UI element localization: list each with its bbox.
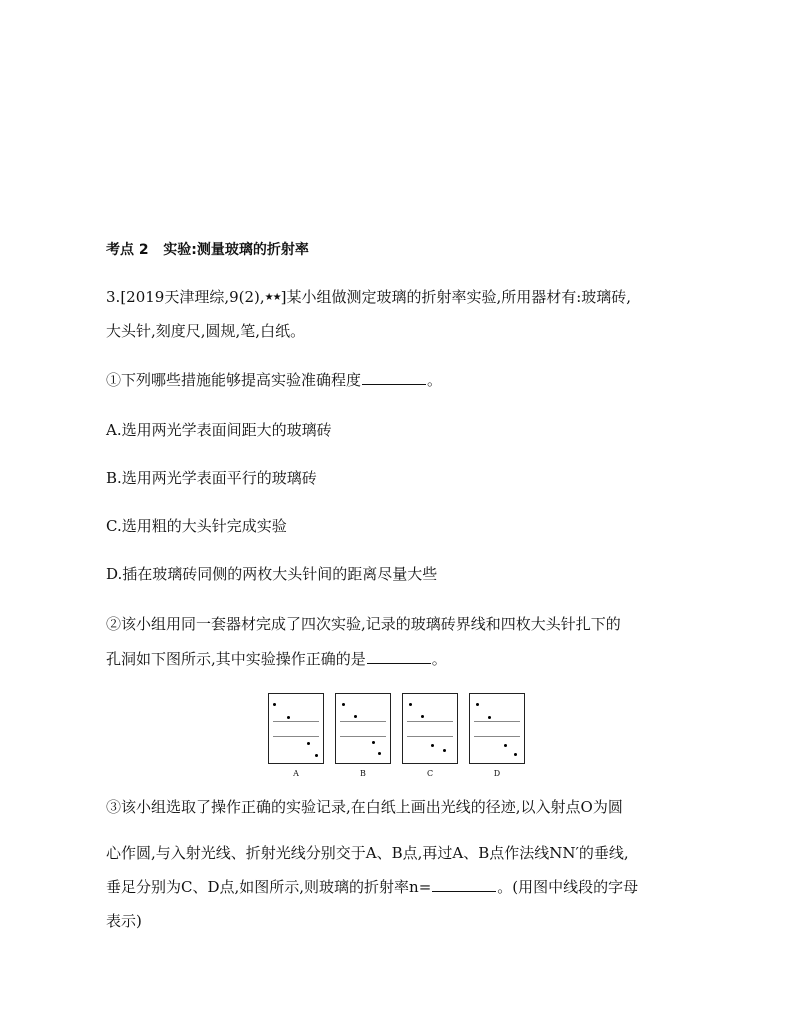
boundary-line: [474, 721, 520, 722]
pin-hole: [443, 749, 446, 752]
pin-hole: [488, 716, 491, 719]
part3-line4: 表示): [106, 912, 142, 930]
boundary-line: [407, 721, 453, 722]
option-d: D.插在玻璃砖同侧的两枚大头针间的距离尽量大些: [106, 565, 438, 583]
option-c: C.选用粗的大头针完成实验: [106, 517, 287, 535]
pin-hole: [287, 716, 290, 719]
figure-label-a: A: [293, 769, 299, 778]
figure-panel-a: [268, 693, 324, 764]
question-intro-line1: 3.[2019天津理综,9(2),★★]某小组做测定玻璃的折射率实验,所用器材有:玻璃砖,: [106, 288, 632, 306]
figure-label-c: C: [426, 769, 434, 778]
part2-line1: ②该小组用同一套器材完成了四次实验,记录的玻璃砖界线和四枚大头针扎下的: [106, 615, 621, 633]
option-a: A.选用两光学表面间距大的玻璃砖: [106, 421, 332, 439]
experiment-figure: [266, 693, 530, 783]
question-intro-line2: 大头针,刻度尺,圆规,笔,白纸。: [106, 322, 306, 340]
boundary-line: [474, 736, 520, 737]
pin-hole: [431, 744, 434, 747]
figure-panel-d: [469, 693, 525, 764]
pin-hole: [307, 742, 310, 745]
pin-hole: [273, 703, 276, 706]
pin-hole: [354, 715, 357, 718]
question-intro-text: 某小组做测定玻璃的折射率实验,所用器材有:玻璃砖,: [286, 288, 632, 306]
pin-hole: [342, 703, 345, 706]
figure-panel-b: [335, 693, 391, 764]
boundary-line: [340, 736, 386, 737]
answer-blank-3[interactable]: [432, 877, 496, 892]
section-number: 考点 2: [106, 242, 149, 258]
pin-hole: [378, 752, 381, 755]
boundary-line: [273, 721, 319, 722]
difficulty-stars-icon: ★★: [264, 292, 281, 303]
boundary-line: [273, 736, 319, 737]
boundary-line: [340, 721, 386, 722]
part3-line3: 垂足分别为C、D点,如图所示,则玻璃的折射率n= 。(用图中线段的字母: [106, 878, 639, 896]
section-title: 实验:测量玻璃的折射率: [163, 242, 309, 258]
part1-prompt: ①下列哪些措施能够提高实验准确程度 。: [106, 371, 443, 389]
pin-hole: [504, 744, 507, 747]
figure-label-b: B: [360, 769, 366, 778]
pin-hole: [514, 753, 517, 756]
pin-hole: [421, 715, 424, 718]
question-source: [2019天津理综,9(2),: [120, 288, 265, 306]
figure-label-d: D: [493, 769, 501, 778]
answer-blank-2[interactable]: [367, 649, 431, 664]
answer-blank-1[interactable]: [362, 370, 426, 385]
pin-hole: [476, 703, 479, 706]
option-b: B.选用两光学表面平行的玻璃砖: [106, 469, 317, 487]
part2-line2: 孔洞如下图所示,其中实验操作正确的是 。: [106, 650, 447, 668]
pin-hole: [315, 754, 318, 757]
pin-hole: [409, 703, 412, 706]
part3-line1: ③该小组选取了操作正确的实验记录,在白纸上画出光线的径迹,以入射点O为圆: [106, 798, 623, 816]
boundary-line: [407, 736, 453, 737]
section-heading: [106, 240, 309, 260]
pin-hole: [372, 741, 375, 744]
question-number: 3.: [106, 288, 121, 306]
part3-line2: 心作圆,与入射光线、折射光线分别交于A、B点,再过A、B点作法线NN′的垂线,: [106, 844, 629, 862]
figure-panel-c: [402, 693, 458, 764]
